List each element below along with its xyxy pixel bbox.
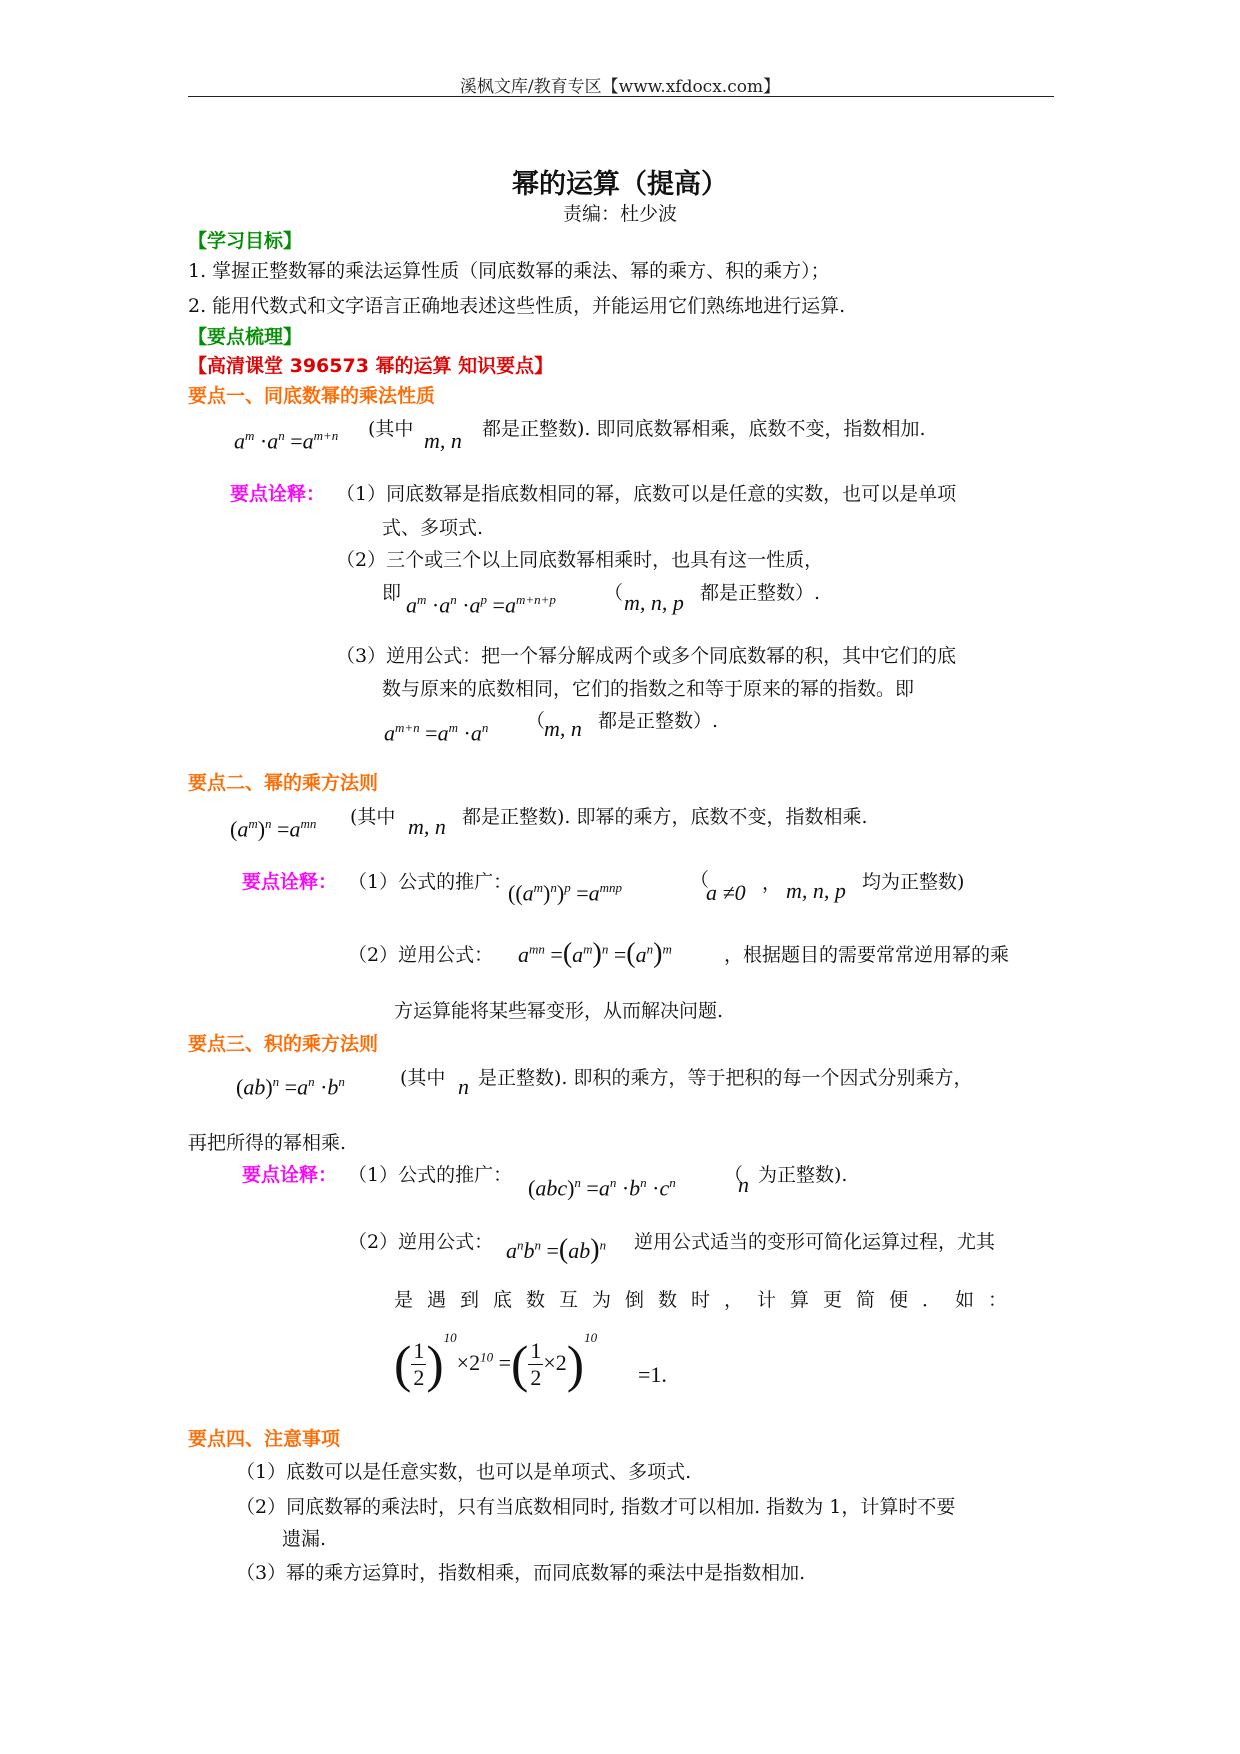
point1-note2-paren: （ bbox=[604, 582, 624, 604]
point1-vars: m, n bbox=[424, 428, 462, 453]
point4-item: （2）同底数幂的乘法时，只有当底数相同时, 指数才可以相加. 指数为 1，计算时不要 bbox=[236, 1496, 956, 1518]
point1-note1: （1）同底数幂是指底数相同的幂，底数可以是任意的实数，也可以是单项 bbox=[336, 483, 957, 505]
point3-formula: $(ab)^n =a^n \cdot b^n$ bbox=[236, 1074, 345, 1100]
point3-text-c: 再把所得的幂相乘. bbox=[188, 1132, 347, 1154]
course-link[interactable]: 【高清课堂 396573 幂的运算 知识要点】 bbox=[188, 355, 554, 377]
point1-note2-vars: m, n, p bbox=[624, 590, 684, 615]
point3-note1: （1）公式的推广： bbox=[348, 1164, 513, 1186]
point3-note2-formula: $a^nb^n =(ab)^n$ bbox=[506, 1234, 607, 1265]
point2-note1-text: 均为正整数) bbox=[862, 871, 965, 893]
point1-note2-formula: $a^m \cdot a^n \cdot a^p =a^{m+n+p}$ bbox=[406, 592, 556, 618]
point3-note2-text: 逆用公式适当的变形可简化运算过程，尤其 bbox=[634, 1231, 996, 1253]
point2-note1: （1）公式的推广： bbox=[348, 871, 513, 893]
objectives-heading: 【学习目标】 bbox=[188, 230, 303, 252]
point3-example-formula: ( $\frac{1}{2}$ )$^{10}\times 2^{10}$ =( $\frac{1}{2}$ ×2)$^{10}$ bbox=[394, 1330, 598, 1394]
objective-item: 2. 能用代数式和文字语言正确地表述这些性质，并能运用它们熟练地进行运算. bbox=[188, 295, 846, 317]
summary-heading: 【要点梳理】 bbox=[188, 326, 303, 348]
point3-note2-cont: 是遇到底数互为倒数时，计算更简便．如： bbox=[394, 1289, 1022, 1311]
point1-note3: （3）逆用公式：把一个幂分解成两个或多个同底数幂的积，其中它们的底 bbox=[336, 645, 957, 667]
point1-note3-cont: 数与原来的底数相同，它们的指数之和等于原来的幂的指数。即 bbox=[382, 678, 915, 700]
point3-note1-vars: n bbox=[738, 1172, 749, 1197]
point2-vars: m, n bbox=[408, 814, 446, 839]
page-title: 幂的运算（提高） bbox=[512, 169, 728, 200]
point3-note1-paren: （ bbox=[724, 1164, 744, 1186]
point1-note3-paren: （ bbox=[526, 710, 546, 732]
point3-text-a: (其中 bbox=[400, 1067, 446, 1089]
point2-note-label: 要点诠释： bbox=[242, 871, 338, 893]
point1-note3-formula: $a^{m+n} =a^m \cdot a^n$ bbox=[384, 720, 489, 746]
point1-text-b: 都是正整数). 即同底数幂相乘，底数不变，指数相加. bbox=[482, 418, 926, 440]
point2-text-b: 都是正整数). 即幂的乘方，底数不变，指数相乘. bbox=[462, 806, 868, 828]
point1-note3-text: 都是正整数）. bbox=[598, 710, 719, 732]
point3-example-result: =1. bbox=[638, 1362, 667, 1387]
point4-item-cont: 遗漏. bbox=[282, 1528, 327, 1550]
point2-note1-vars: m, n, p bbox=[786, 878, 846, 903]
point1-note2-ji: 即 bbox=[382, 582, 402, 604]
point1-note2: （2）三个或三个以上同底数幂相乘时，也具有这一性质， bbox=[336, 549, 824, 571]
point2-note2: （2）逆用公式： bbox=[348, 944, 494, 966]
point2-note2-cont: 方运算能将某些幂变形，从而解决问题. bbox=[394, 1000, 724, 1022]
page-header: 溪枫文库/教育专区【www.xfdocx.com】 bbox=[459, 77, 781, 97]
point3-text-b: 是正整数). 即积的乘方，等于把积的每一个因式分别乘方， bbox=[478, 1067, 973, 1089]
point3-note1-formula: $(abc)^n =a^n \cdot b^n \cdot c^n$ bbox=[528, 1175, 676, 1201]
point2-formula: $(a^m)^n =a^{mn}$ bbox=[230, 816, 317, 842]
point3-heading: 要点三、积的乘方法则 bbox=[188, 1033, 379, 1055]
point1-note1-cont: 式、多项式. bbox=[382, 517, 484, 539]
author-line: 责编：杜少波 bbox=[562, 203, 677, 225]
point2-note1-cond: a ≠0 bbox=[706, 880, 746, 905]
point3-note1-text: 为正整数). bbox=[758, 1164, 848, 1186]
point1-text-a: (其中 bbox=[368, 418, 414, 440]
point2-note1-comma: ， bbox=[762, 872, 782, 894]
point1-note-label: 要点诠释： bbox=[230, 483, 326, 505]
point2-note2-formula: $a^{mn} =(a^m)^n =(a^n)^m$ bbox=[518, 938, 672, 969]
point3-vars: n bbox=[458, 1074, 469, 1099]
objective-item: 1. 掌握正整数幂的乘法运算性质（同底数幂的乘法、幂的乘方、积的乘方）； bbox=[188, 260, 830, 282]
point1-heading: 要点一、同底数幂的乘法性质 bbox=[188, 385, 436, 407]
point2-note1-formula: $((a^m)^n)^p =a^{mnp}$ bbox=[508, 880, 623, 906]
point4-item: （3）幂的乘方运算时，指数相乘，而同底数幂的乘法中是指数相加. bbox=[236, 1562, 806, 1584]
point1-note3-vars: m, n bbox=[544, 716, 582, 741]
point4-item: （1）底数可以是任意实数，也可以是单项式、多项式. bbox=[236, 1461, 692, 1483]
point2-note2-text: ，根据题目的需要常常逆用幂的乘 bbox=[724, 944, 1010, 966]
point3-note-label: 要点诠释： bbox=[242, 1164, 338, 1186]
point4-heading: 要点四、注意事项 bbox=[188, 1428, 341, 1450]
point1-note2-text: 都是正整数）. bbox=[700, 582, 821, 604]
point2-note1-paren: （ bbox=[690, 869, 710, 891]
point2-text-a: (其中 bbox=[350, 806, 396, 828]
point2-heading: 要点二、幂的乘方法则 bbox=[188, 772, 379, 794]
header-divider bbox=[188, 96, 1054, 97]
point3-note2: （2）逆用公式： bbox=[348, 1231, 494, 1253]
point1-formula: $a^m \cdot a^n =a^{m+n}$ bbox=[234, 428, 339, 454]
